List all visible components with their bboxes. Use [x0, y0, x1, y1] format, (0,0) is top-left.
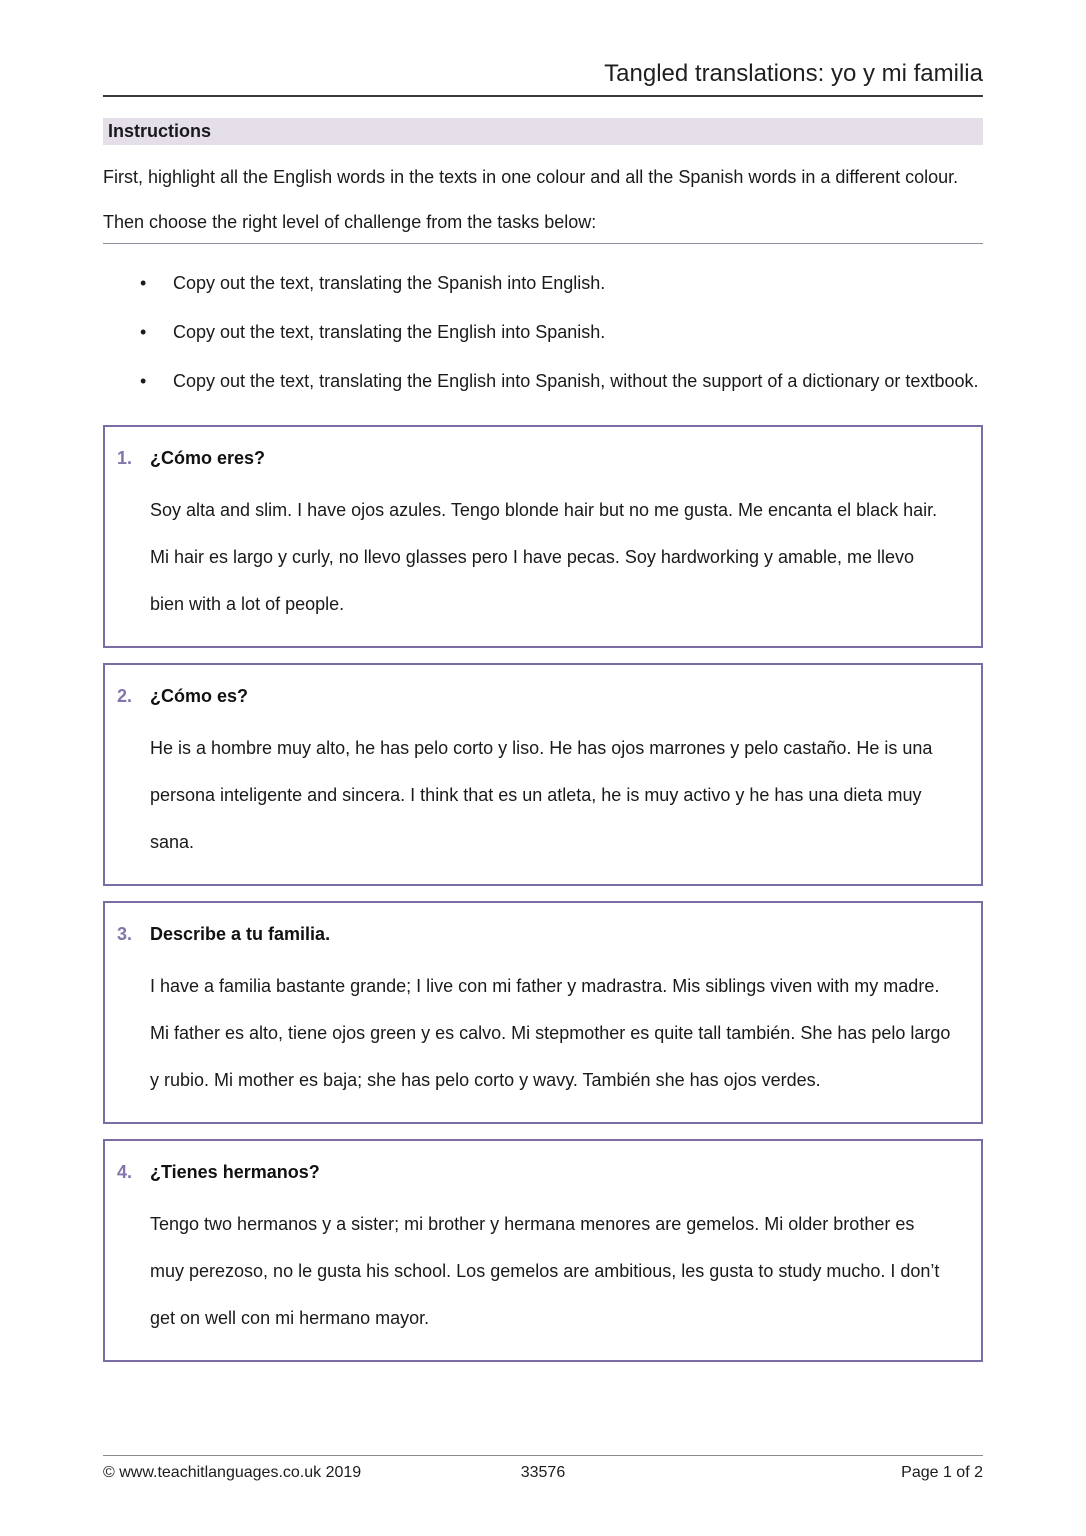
footer-page-number: Page 1 of 2 — [901, 1464, 983, 1481]
task-heading — [117, 683, 951, 709]
task-title: ¿Cómo eres? — [150, 448, 266, 468]
bullet-icon — [140, 271, 173, 296]
task-title: ¿Tienes hermanos? — [150, 1162, 320, 1182]
list-item-text: Copy out the text, translating the Spanish into English. — [173, 273, 606, 293]
task-heading — [117, 445, 951, 471]
task-text: Tengo two hermanos y a sister; mi brother y hermana menores are gemelos. Mi older brother es muy perezoso, no le gusta his school. Los gemelos are ambitious, les gusta to study mucho. I don’t get on well con mi hermano mayor. — [150, 1214, 940, 1328]
footer-document-id: 33576 — [520, 1464, 566, 1481]
task-box-1 — [103, 425, 983, 648]
instructions-banner: Instructions — [103, 118, 983, 145]
instructions-paragraph-2: Then choose the right level of challenge from the tasks below: — [103, 212, 597, 232]
task-box-2 — [103, 663, 983, 886]
task-heading — [117, 921, 951, 947]
task-number: 4. — [117, 1162, 133, 1182]
bullet-icon — [140, 320, 173, 345]
list-item-text: Copy out the text, translating the English into Spanish. — [173, 322, 606, 342]
list-item — [140, 271, 983, 296]
list-item — [140, 369, 983, 394]
task-box-4 — [103, 1139, 983, 1362]
task-title: ¿Cómo es? — [150, 686, 249, 706]
page-header — [103, 60, 983, 97]
task-text: Soy alta and slim. I have ojos azules. Tengo blonde hair but no me gusta. Me encanta el black hair. Mi hair es largo y curly, no llevo glasses pero I have pecas. Soy hardworking y amable, me llevo bien with a lot of people. — [150, 500, 938, 614]
task-heading — [117, 1159, 951, 1185]
task-number: 2. — [117, 686, 133, 706]
footer-copyright: © www.teachitlanguages.co.uk 2019 — [103, 1464, 362, 1481]
instructions-paragraph-1: First, highlight all the English words in the texts in one colour and all the Spanish words in a different colour. — [103, 167, 959, 187]
list-item — [140, 320, 983, 345]
section-divider — [103, 243, 983, 244]
task-options-list — [103, 271, 983, 394]
task-text: I have a familia bastante grande; I live con mi father y madrastra. Mis siblings viven with my madre. Mi father es alto, tiene ojos green y es calvo. Mi stepmother es quite tall también. She has pelo largo y rubio. Mi mother es baja; she has pelo corto y wavy. También she has ojos verdes. — [150, 976, 951, 1090]
task-number: 3. — [117, 924, 133, 944]
task-text: He is a hombre muy alto, he has pelo corto y liso. He has ojos marrones y pelo castaño. He is una persona inteligente and sincera. I think that es un atleta, he is muy activo y he has una dieta muy sana. — [150, 738, 933, 852]
task-box-3 — [103, 901, 983, 1124]
bullet-icon — [140, 369, 173, 394]
page-footer — [103, 1455, 983, 1482]
page-title: Tangled translations: yo y mi familia — [604, 60, 983, 87]
task-title: Describe a tu familia. — [150, 924, 331, 944]
list-item-text: Copy out the text, translating the English into Spanish, without the support of a dictionary or textbook. — [173, 371, 979, 391]
task-number: 1. — [117, 448, 133, 468]
